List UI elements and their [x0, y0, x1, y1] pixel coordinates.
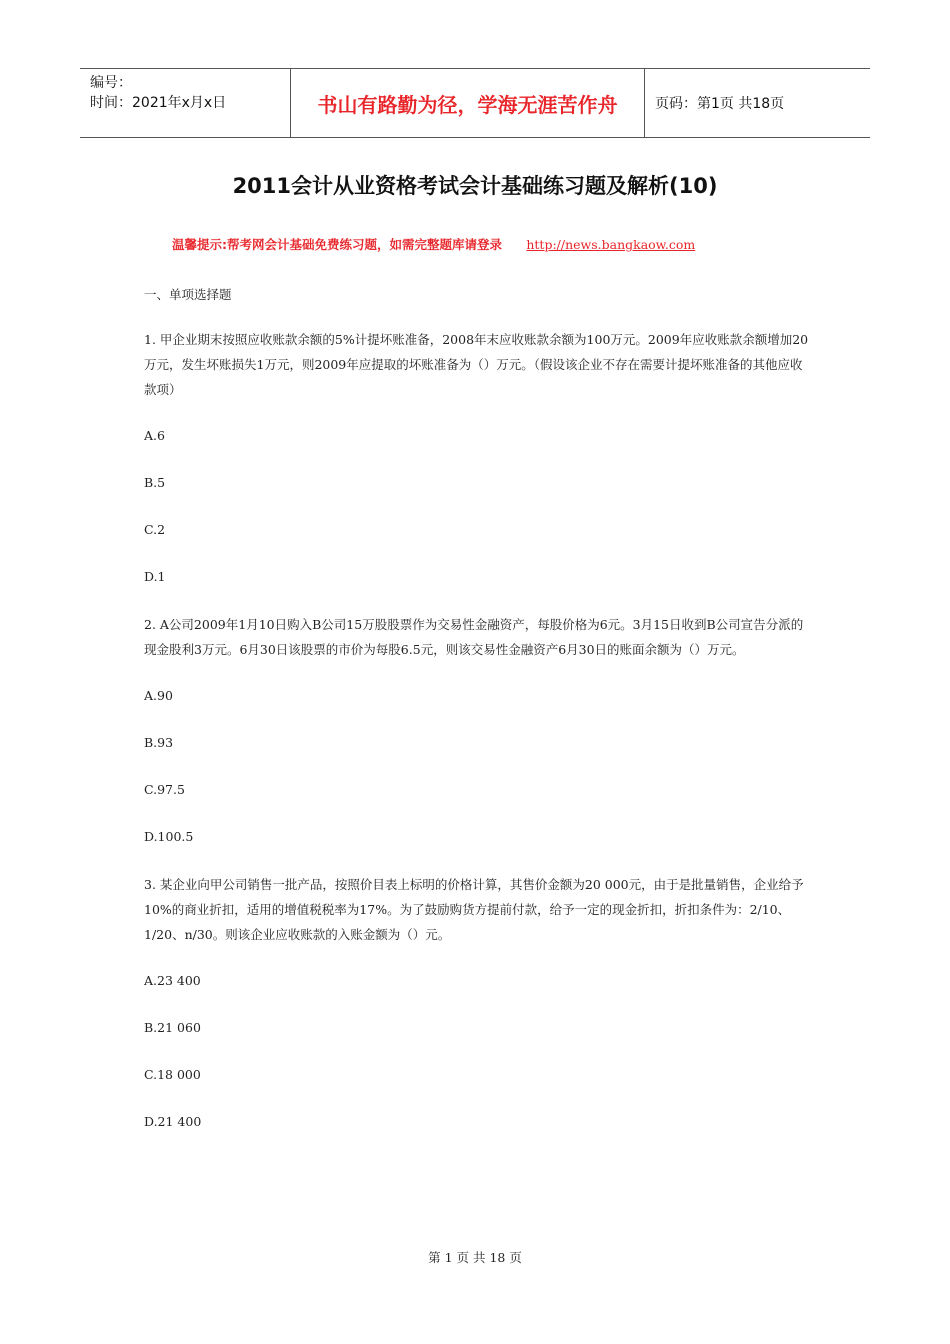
option: A.6 [144, 428, 165, 443]
header-motto: 书山有路勤为径，学海无涯苦作舟 [291, 69, 645, 137]
time-label: 时间：2021年x月x日 [90, 95, 227, 111]
notice [172, 235, 695, 253]
notice-text: 温馨提示:帮考网会计基础免费练习题，如需完整题库请登录 [172, 237, 502, 252]
document-title: 2011会计从业资格考试会计基础练习题及解析(10) [232, 174, 718, 198]
notice-link[interactable]: http://news.bangkaow.com [526, 237, 696, 252]
page-footer: 第 1 页 共 18 页 [428, 1250, 522, 1265]
question-text: 2. A公司2009年1月10日购入B公司15万股股票作为交易性金融资产，每股价格为6元。3月15日收到B公司宣告分派的现金股利3万元。6月30日该股票的市价为每股6.5元，则该交易性金融资产6月30日的账面余额为（）万元。 [144, 617, 804, 657]
document-body [144, 283, 809, 1157]
option: B.93 [144, 735, 174, 750]
question-3 [144, 872, 809, 1134]
option: A.23 400 [144, 973, 201, 988]
option: C.2 [144, 522, 166, 537]
page-header [80, 68, 870, 138]
number-label: 编号： [90, 75, 132, 91]
header-meta [80, 69, 291, 137]
question-text: 1. 甲企业期末按照应收账款余额的5%计提坏账准备，2008年末应收账款余额为100万元。2009年应收账款余额增加20万元，发生坏账损失1万元，则2009年应提取的坏账准备为（）万元。（假设该企业不存在需要计提坏账准备的其他应收款项） [144, 332, 809, 397]
option: A.90 [144, 688, 173, 703]
option: C.97.5 [144, 782, 185, 797]
section-title: 一、单项选择题 [144, 287, 232, 302]
option: C.18 000 [144, 1067, 201, 1082]
option: D.100.5 [144, 829, 194, 844]
question-1 [144, 327, 809, 589]
question-text: 3. 某企业向甲公司销售一批产品，按照价目表上标明的价格计算，其售价金额为20 000元，由于是批量销售，企业给予10%的商业折扣，适用的增值税税率为17%。为了鼓励购货方提前付款，给予一定的现金折扣，折扣条件为：2/10、1/20、n/30。则该企业应收账款的入账金额为（）元。 [144, 877, 804, 942]
option: B.21 060 [144, 1020, 201, 1035]
header-page-info: 页码：第1页 共18页 [655, 96, 785, 112]
option: D.1 [144, 569, 166, 584]
option: D.21 400 [144, 1114, 202, 1129]
option: B.5 [144, 475, 166, 490]
question-2 [144, 612, 809, 849]
